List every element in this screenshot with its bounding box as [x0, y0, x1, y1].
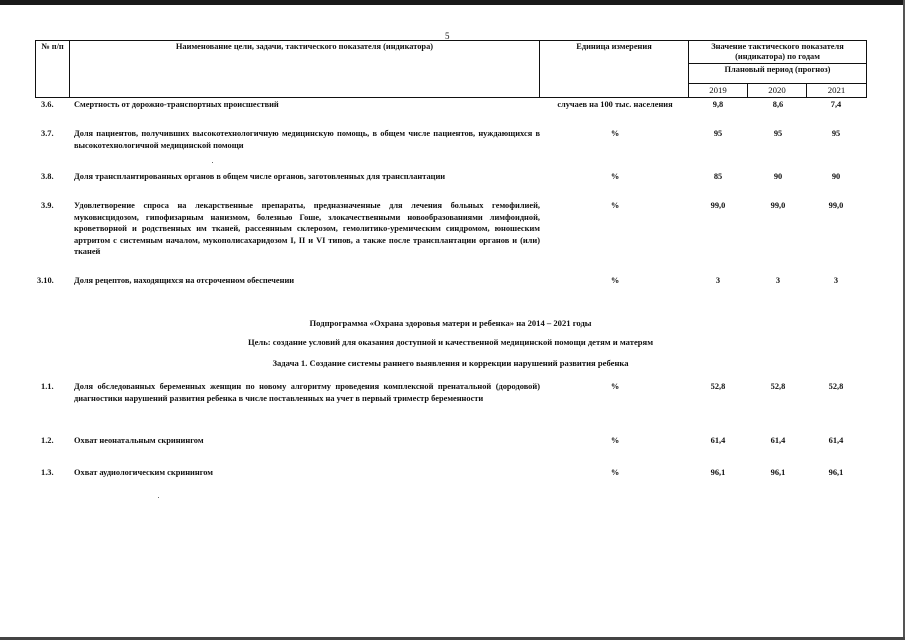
row-value-2021: 90 [831, 172, 841, 181]
row-number: 3.8. [41, 172, 54, 181]
row-value-2020: 99,0 [770, 201, 786, 210]
row-number: 3.9. [41, 201, 54, 210]
row-name: Доля обследованных беременных женщин по новому алгоритму проведения комплексной пренатальной (дородовой) диагностики нарушений развития ребенка в числе поставленных на учет в первый триместр беременности [74, 382, 540, 403]
row-number: 3.10. [37, 276, 54, 285]
row-name: Охват неонатальным скринингом [74, 436, 204, 445]
row-value-2020: 90 [773, 172, 783, 181]
page-number: 5 [445, 31, 450, 41]
row-unit: % [610, 201, 620, 210]
header-number-col: № п/п [36, 41, 70, 98]
row-name: Охват аудиологическим скринингом [74, 468, 214, 477]
header-unit-col: Единица измерения [540, 41, 689, 98]
header-period: Плановый период (прогноз) [689, 64, 867, 84]
row-number: 3.6. [41, 100, 54, 109]
row-unit: % [610, 172, 620, 181]
row-number: 1.2. [41, 436, 54, 445]
scan-speck [212, 162, 213, 163]
row-name: Доля пациентов, получивших высокотехнологичную медицинскую помощь, в общем числе пациентов, нуждающихся в высокотехнологичной медицинской помощи [74, 129, 540, 150]
row-number: 1.1. [41, 382, 54, 391]
header-year-2021: 2021 [807, 84, 867, 98]
row-value-2020: 8,6 [772, 100, 784, 109]
scan-top-edge [0, 0, 905, 5]
row-value-2019: 99,0 [710, 201, 726, 210]
subprogram-goal: Цель: создание условий для оказания доступной и качественной медицинской помощи детям и матерям [247, 337, 654, 347]
header-name-col: Наименование цели, задачи, тактического показателя (индикатора) [70, 41, 540, 98]
scan-speck [158, 497, 159, 498]
row-number: 3.7. [41, 129, 54, 138]
row-value-2020: 61,4 [770, 436, 786, 445]
row-value-2020: 52,8 [770, 382, 786, 391]
row-name: Удовлетворение спроса на лекарственные препараты, предназначенные для лечения больных гемофилией, муковисцидозом, гипофизарным нанизмом, болезнью Гоше, злокачественными новообразованиями лимфоидной, кроветворной и родственных им тканей, рассеянным склерозом, гемолитико-уремическим синдромом, юношеским артритом с системным началом, мукополисахаридозом I, II и VI типов, а также после трансплантации органов и (или) тканей [74, 201, 540, 256]
row-value-2021: 95 [831, 129, 841, 138]
row-name: Доля рецептов, находящихся на отсроченном обеспечении [74, 276, 295, 285]
row-unit: % [610, 276, 620, 285]
row-value-2021: 99,0 [828, 201, 844, 210]
header-year-2020: 2020 [748, 84, 807, 98]
header-values-col: Значение тактического показателя (индикатора) по годам [689, 41, 867, 64]
table-header [35, 40, 867, 98]
row-value-2021: 52,8 [828, 382, 844, 391]
row-value-2019: 85 [713, 172, 723, 181]
row-value-2021: 61,4 [828, 436, 844, 445]
row-value-2019: 61,4 [710, 436, 726, 445]
row-value-2021: 96,1 [828, 468, 844, 477]
row-unit: % [610, 129, 620, 138]
row-unit: % [610, 436, 620, 445]
row-unit: случаев на 100 тыс. населения [557, 100, 673, 109]
row-number: 1.3. [41, 468, 54, 477]
row-value-2020: 3 [775, 276, 781, 285]
row-value-2019: 52,8 [710, 382, 726, 391]
row-value-2019: 96,1 [710, 468, 726, 477]
row-value-2020: 95 [773, 129, 783, 138]
row-unit: % [610, 382, 620, 391]
row-name: Смертность от дорожно-транспортных происшествий [74, 100, 279, 109]
row-name: Доля трансплантированных органов в общем числе органов, заготовленных для трансплантации [74, 172, 446, 181]
subprogram-task: Задача 1. Создание системы раннего выявления и коррекции нарушений развития ребенка [272, 358, 629, 368]
header-year-2019: 2019 [689, 84, 748, 98]
row-value-2020: 96,1 [770, 468, 786, 477]
row-value-2019: 95 [713, 129, 723, 138]
subprogram-title: Подпрограмма «Охрана здоровья матери и ребенка» на 2014 – 2021 годы [309, 318, 592, 328]
row-unit: % [610, 468, 620, 477]
row-value-2019: 9,8 [712, 100, 724, 109]
row-value-2021: 3 [833, 276, 839, 285]
row-value-2021: 7,4 [830, 100, 842, 109]
row-value-2019: 3 [715, 276, 721, 285]
